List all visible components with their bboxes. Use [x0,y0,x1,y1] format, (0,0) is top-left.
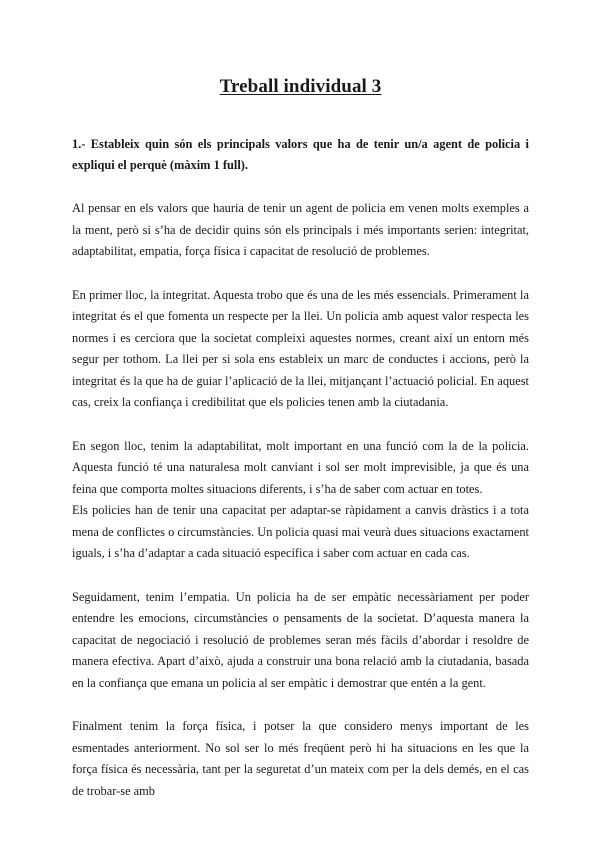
paragraph-adaptabilitat: En segon lloc, tenim la adaptabilitat, molt important en una funció com la de la policia. Aquesta funció té una naturalesa molt canviant i sol ser molt imprevisible, ja que és una feina que comporta moltes situacions diferents, i s’ha de saber com actuar en totes. [72,438,529,496]
document-title: Treball individual 3 [219,76,382,97]
paragraph-integritat: En primer lloc, la integritat. Aquesta trobo que és una de les més essencials. Primerament la integritat és el que fomenta un respecte per la llei. Un policia amb aquest valor respecta les normes i es cerciora que la societat compleixi aquestes normes, creant així un entorn més segur per tothom. La llei per si sola ens estableix un marc de conductes i accions, però la integritat és la que ha de guiar l’aplicació de la llei, mitjançant l’actuació policial. En aquest cas, creix la confiança i credibilitat que els policies tenen amb la ciutadania. [72,287,529,409]
question-heading: 1.- Estableix quin són els principals valors que ha de tenir un/a agent de policia i expliqui el perquè (màxim 1 full). [72,137,529,172]
paragraph-adaptabilitat-cont: Els policies han de tenir una capacitat per adaptar-se ràpidament a canvis dràstics i a tota mena de conflictes o circumstàncies. Un policia quasi mai veurà dues situacions exactament iguals, i s’ha d’adaptar a cada situació específica i saber com actuar en cada cas. [72,503,529,560]
paragraph-empatia: Seguidament, tenim l’empatia. Un policia ha de ser empàtic necessàriament per poder entendre les emocions, circumstàncies o pensaments de la societat. D’aquesta manera la capacitat de negociació i resolució de problemes seran més fàcils d’abordar i resoldre de manera efectiva. Apart d’això, ajuda a construir una bona relació amb la ciutadania, basada en la confiança que emana un policia al ser empàtic i demostrar que entén a la gent. [72,589,529,690]
paragraph-forca-fisica: Finalment tenim la força física, i potser la que considero menys important de les esmentades anteriorment. No sol ser lo més freqüent però hi ha situacions en les que la força física és necessària, tant per la seguretat d’un mateix com per la dels demés, en el cas de trobar-se amb [72,719,529,798]
paragraph-intro: Al pensar en els valors que hauria de tenir un agent de policia em venen molts exemples a la ment, però si s’ha de decidir quins són els principals i més importants serien: integritat, adaptabilitat, empatia, força física i capacitat de resolució de problemes. [72,201,529,258]
